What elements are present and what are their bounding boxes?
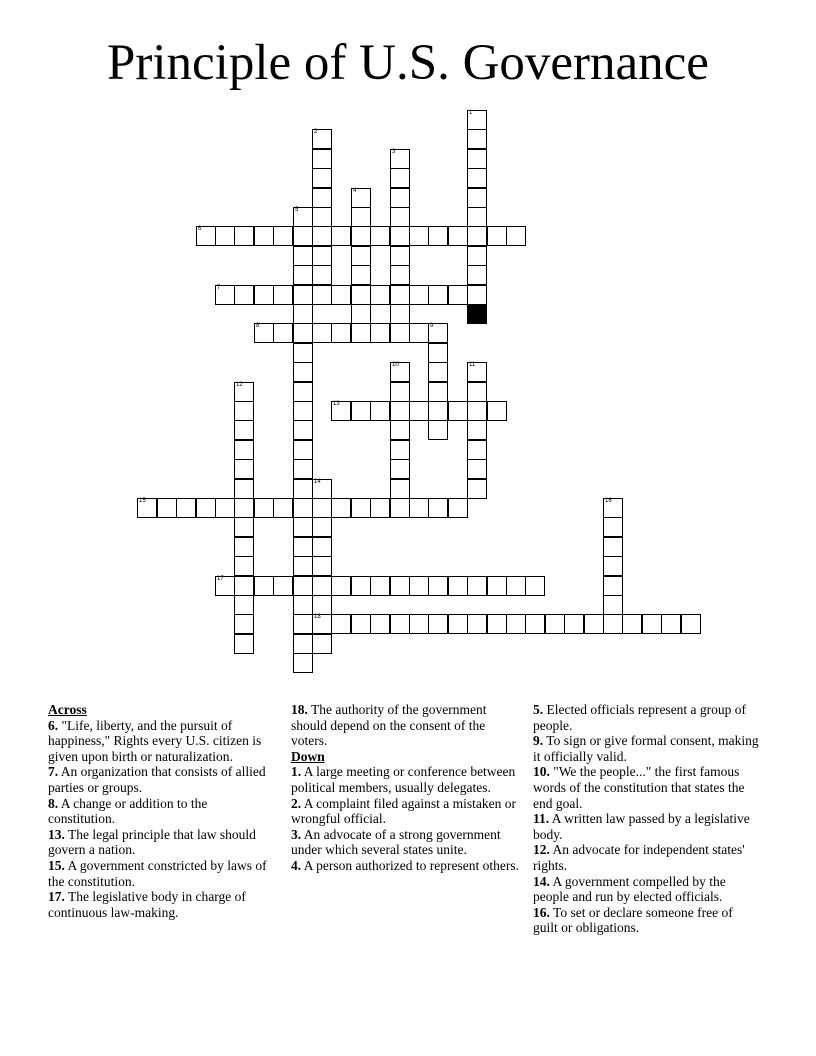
cell-number: 11 [469,362,476,368]
grid-cell[interactable] [409,401,429,421]
grid-cell[interactable] [234,420,254,440]
grid-cell[interactable] [390,362,410,382]
grid-cell[interactable] [603,614,623,634]
grid-cell[interactable] [312,517,332,537]
grid-cell[interactable] [331,285,351,305]
grid-cell[interactable] [293,595,313,615]
grid-cell[interactable] [273,226,293,246]
grid-cell[interactable] [254,226,274,246]
grid-cell[interactable] [390,382,410,402]
clue-number: 6. [48,717,59,733]
clue [533,842,759,873]
grid-cell[interactable] [370,323,390,343]
grid-cell[interactable] [428,343,448,363]
clue [48,796,270,827]
grid-cell[interactable] [254,576,274,596]
grid-cell[interactable] [234,634,254,654]
clue-text: "We the people..." the first famous words of the constitution that states the end goal. [533,764,745,811]
grid-cell[interactable] [293,401,313,421]
grid-cell[interactable] [390,440,410,460]
cell-number: 1 [469,110,473,116]
grid-cell[interactable] [428,226,448,246]
grid-cell[interactable] [448,401,468,421]
grid-cell[interactable] [312,188,332,208]
grid-cell[interactable] [351,401,371,421]
grid-cell[interactable] [448,226,468,246]
grid-cell[interactable] [390,304,410,324]
grid-cell[interactable] [603,517,623,537]
grid-cell[interactable] [351,304,371,324]
grid-cell[interactable] [293,323,313,343]
clue [48,889,270,920]
grid-cell[interactable] [467,382,487,402]
grid-cell[interactable] [390,420,410,440]
grid-cell[interactable] [467,188,487,208]
grid-cell[interactable] [215,285,235,305]
grid-cell[interactable] [234,614,254,634]
clue-number: 9. [533,733,544,749]
grid-cell[interactable] [273,498,293,518]
cell-number: 13 [333,401,340,407]
grid-cell[interactable] [293,226,313,246]
grid-cell[interactable] [642,614,662,634]
grid-cell[interactable] [312,149,332,169]
grid-cell[interactable] [390,265,410,285]
grid-cell[interactable] [293,576,313,596]
grid-cell[interactable] [409,323,429,343]
grid-cell[interactable] [312,595,332,615]
grid-cell[interactable] [467,285,487,305]
clue-number: 13. [48,826,65,842]
clue-number: 5. [533,702,544,717]
grid-cell[interactable] [351,265,371,285]
grid-cell[interactable] [293,246,313,266]
grid-cell[interactable] [293,343,313,363]
clue-number: 1. [291,764,302,780]
grid-cell[interactable] [487,226,507,246]
grid-cell[interactable] [428,576,448,596]
clue-text: "Life, liberty, and the pursuit of happiness," Rights every U.S. citizen is given upon birth or naturalization. [48,717,262,764]
grid-cell[interactable] [390,479,410,499]
grid-cell[interactable] [312,556,332,576]
grid-cell[interactable] [312,207,332,227]
grid-cell[interactable] [293,479,313,499]
grid-cell[interactable] [390,498,410,518]
clues-column-2 [291,702,519,874]
grid-cell[interactable] [312,614,332,634]
grid-cell[interactable] [331,576,351,596]
grid-cell[interactable] [487,401,507,421]
grid-cell[interactable] [370,614,390,634]
clue [533,702,759,733]
clue [291,858,519,874]
clues-column-1 [48,702,270,920]
cell-number: 8 [256,323,260,329]
clue-text: An advocate of a strong government under which several states unite. [291,826,501,858]
clue-text: The authority of the government should depend on the consent of the voters. [291,702,487,749]
grid-cell[interactable] [351,226,371,246]
clue-number: 16. [533,904,550,920]
grid-cell[interactable] [234,595,254,615]
grid-cell[interactable] [312,576,332,596]
down-heading: Down [291,748,325,764]
grid-cell[interactable] [293,207,313,227]
grid-cell[interactable] [351,498,371,518]
clue-text: To sign or give formal consent, making it officially valid. [533,733,759,764]
grid-cell[interactable] [525,576,545,596]
grid-cell[interactable] [390,285,410,305]
grid-cell[interactable] [293,420,313,440]
grid-cell[interactable] [467,576,487,596]
grid-cell[interactable] [273,576,293,596]
grid-cell[interactable] [428,362,448,382]
clue [291,827,519,858]
grid-cell[interactable] [603,556,623,576]
grid-cell[interactable] [467,149,487,169]
clue [48,718,270,765]
grid-cell[interactable] [487,614,507,634]
clue [533,811,759,842]
clue-text: To set or declare someone free of guilt or obligations. [533,904,733,936]
grid-cell[interactable] [234,285,254,305]
clue [48,827,270,858]
clue-number: 2. [291,795,302,811]
grid-cell[interactable] [370,498,390,518]
grid-cell[interactable] [487,576,507,596]
grid-cell[interactable] [467,614,487,634]
cell-number: 4 [353,188,357,194]
grid-cell[interactable] [428,323,448,343]
clue-number: 11. [533,811,550,827]
cell-number: 17 [217,576,224,582]
clue-text: A person authorized to represent others. [303,857,519,873]
grid-cell[interactable] [312,537,332,557]
grid-cell[interactable] [176,498,196,518]
grid-cell[interactable] [467,168,487,188]
grid-cell[interactable] [390,323,410,343]
grid-cell[interactable] [525,614,545,634]
grid-cell[interactable] [467,246,487,266]
grid-cell[interactable] [254,285,274,305]
cell-number: 18 [314,614,321,620]
clue-number: 14. [533,873,550,889]
grid-cell[interactable] [215,576,235,596]
grid-cell[interactable] [293,304,313,324]
grid-cell[interactable] [545,614,565,634]
grid-cell[interactable] [234,556,254,576]
grid-cell[interactable] [312,285,332,305]
grid-cell[interactable] [351,246,371,266]
grid-cell[interactable] [603,537,623,557]
grid-cell[interactable] [215,498,235,518]
grid-cell[interactable] [293,382,313,402]
grid-cell[interactable] [428,498,448,518]
clue [48,764,270,795]
cell-number: 3 [392,149,396,155]
grid-cell[interactable] [390,226,410,246]
clue-text: A written law passed by a legislative body. [533,811,750,842]
clue-text: A large meeting or conference between political members, usually delegates. [291,764,516,795]
grid-cell[interactable] [312,246,332,266]
grid-cell[interactable] [428,420,448,440]
grid-cell[interactable] [370,226,390,246]
grid-cell[interactable] [448,576,468,596]
grid-cell[interactable] [467,207,487,227]
cell-number: 2 [314,129,318,135]
cell-number: 9 [430,323,434,329]
clues-column-3 [533,702,759,936]
grid-cell[interactable] [467,440,487,460]
clue-text: An advocate for independent states' rights. [533,842,745,873]
grid-cell[interactable] [331,401,351,421]
grid-cell[interactable] [234,459,254,479]
cell-number: 10 [392,362,399,368]
grid-cell[interactable] [293,498,313,518]
grid-cell[interactable] [234,537,254,557]
grid-cell[interactable] [234,440,254,460]
grid-cell[interactable] [467,265,487,285]
black-cell [467,304,487,324]
grid-cell[interactable] [390,459,410,479]
cell-number: 14 [314,479,321,485]
grid-cell[interactable] [293,556,313,576]
grid-cell[interactable] [603,576,623,596]
grid-cell[interactable] [157,498,177,518]
clue-number: 18. [291,702,308,717]
grid-cell[interactable] [506,576,526,596]
grid-cell[interactable] [390,188,410,208]
grid-cell[interactable] [622,614,642,634]
grid-cell[interactable] [506,614,526,634]
grid-cell[interactable] [351,285,371,305]
clue [48,858,270,889]
page-title: Principle of U.S. Governance [107,35,709,91]
grid-cell[interactable] [409,614,429,634]
grid-cell[interactable] [390,576,410,596]
clue-number: 12. [533,842,550,858]
grid-cell[interactable] [293,537,313,557]
grid-cell[interactable] [467,479,487,499]
grid-cell[interactable] [196,226,216,246]
grid-cell[interactable] [312,226,332,246]
grid-cell[interactable] [506,226,526,246]
clue-text: A change or addition to the constitution. [48,795,208,827]
grid-cell[interactable] [370,576,390,596]
grid-cell[interactable] [448,285,468,305]
clue-number: 15. [48,857,65,873]
grid-cell[interactable] [448,614,468,634]
clue [291,764,519,795]
grid-cell[interactable] [661,614,681,634]
grid-cell[interactable] [234,517,254,537]
grid-cell[interactable] [370,401,390,421]
clue-text: A government constricted by laws of the constitution. [48,857,267,889]
grid-cell[interactable] [351,188,371,208]
grid-cell[interactable] [312,129,332,149]
grid-cell[interactable] [428,382,448,402]
grid-cell[interactable] [467,110,487,130]
clue [291,796,519,827]
grid-cell[interactable] [467,129,487,149]
grid-cell[interactable] [137,498,157,518]
clue [533,905,759,936]
grid-cell[interactable] [234,401,254,421]
clue-text: The legal principle that law should govern a nation. [48,826,256,858]
grid-cell[interactable] [312,168,332,188]
grid-cell[interactable] [428,401,448,421]
grid-cell[interactable] [390,246,410,266]
grid-cell[interactable] [293,285,313,305]
grid-cell[interactable] [234,382,254,402]
grid-cell[interactable] [448,498,468,518]
clue-text: Elected officials represent a group of people. [533,702,747,733]
grid-cell[interactable] [312,265,332,285]
grid-cell[interactable] [312,498,332,518]
grid-cell[interactable] [312,634,332,654]
grid-cell[interactable] [467,459,487,479]
grid-cell[interactable] [564,614,584,634]
cell-number: 12 [236,382,243,388]
grid-cell[interactable] [234,479,254,499]
cell-number: 16 [605,498,612,504]
grid-cell[interactable] [390,207,410,227]
grid-cell[interactable] [351,323,371,343]
grid-cell[interactable] [390,401,410,421]
grid-cell[interactable] [467,362,487,382]
clue-number: 17. [48,889,65,905]
clue [533,764,759,811]
across-heading: Across [48,702,87,717]
grid-cell[interactable] [215,226,235,246]
grid-cell[interactable] [409,285,429,305]
cell-number: 6 [198,226,202,232]
grid-cell[interactable] [467,226,487,246]
cell-number: 7 [217,285,221,291]
grid-cell[interactable] [603,498,623,518]
clue-text: A complaint filed against a mistaken or wrongful official. [291,795,516,827]
clue-text: A government compelled by the people and run by elected officials. [533,873,726,905]
grid-cell[interactable] [293,653,313,673]
cell-number: 15 [139,498,146,504]
grid-cell[interactable] [234,576,254,596]
grid-cell[interactable] [428,285,448,305]
grid-cell[interactable] [293,362,313,382]
grid-cell[interactable] [234,226,254,246]
grid-cell[interactable] [390,149,410,169]
clue-number: 3. [291,826,302,842]
grid-cell[interactable] [351,576,371,596]
grid-cell[interactable] [196,498,216,518]
clue [533,874,759,905]
grid-cell[interactable] [584,614,604,634]
clue-number: 10. [533,764,550,780]
grid-cell[interactable] [467,401,487,421]
grid-cell[interactable] [409,226,429,246]
grid-cell[interactable] [390,614,410,634]
clue [291,702,519,749]
grid-cell[interactable] [293,614,313,634]
clue-number: 8. [48,795,59,811]
grid-cell[interactable] [331,498,351,518]
grid-cell[interactable] [331,614,351,634]
clue-text: An organization that consists of allied parties or groups. [48,764,266,795]
clue-number: 7. [48,764,59,780]
grid-cell[interactable] [293,634,313,654]
grid-cell[interactable] [331,323,351,343]
grid-cell[interactable] [331,226,351,246]
grid-cell[interactable] [409,576,429,596]
clue-text: The legislative body in charge of continuous law-making. [48,889,246,920]
grid-cell[interactable] [390,168,410,188]
grid-cell[interactable] [467,420,487,440]
clue-number: 4. [291,857,302,873]
grid-cell[interactable] [409,498,429,518]
grid-cell[interactable] [293,517,313,537]
grid-cell[interactable] [428,614,448,634]
grid-cell[interactable] [370,285,390,305]
grid-cell[interactable] [681,614,701,634]
grid-cell[interactable] [234,498,254,518]
clue [533,733,759,764]
grid-cell[interactable] [293,265,313,285]
grid-cell[interactable] [273,323,293,343]
grid-cell[interactable] [351,614,371,634]
grid-cell[interactable] [254,498,274,518]
grid-cell[interactable] [351,207,371,227]
grid-cell[interactable] [312,479,332,499]
grid-cell[interactable] [273,285,293,305]
cell-number: 5 [295,207,299,213]
grid-cell[interactable] [603,595,623,615]
grid-cell[interactable] [293,440,313,460]
grid-cell[interactable] [312,323,332,343]
grid-cell[interactable] [293,459,313,479]
grid-cell[interactable] [254,323,274,343]
